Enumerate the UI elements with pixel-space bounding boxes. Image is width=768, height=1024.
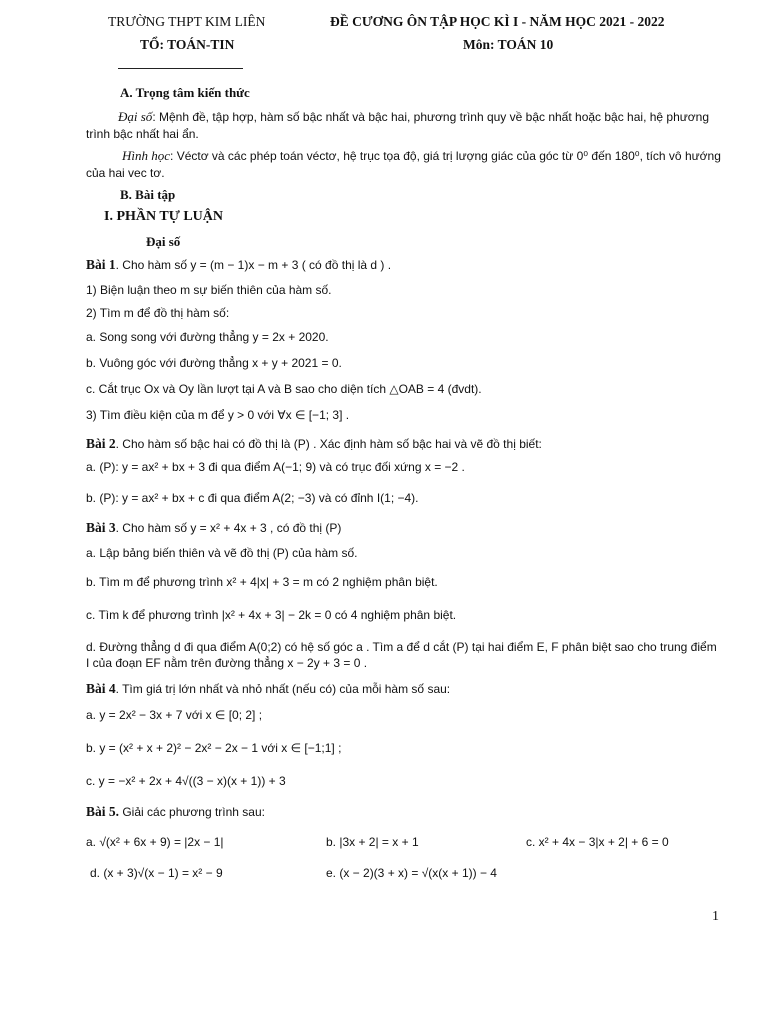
- exercise-3-b: b. Tìm m để phương trình x² + 4|x| + 3 = m có 2 nghiệm phân biệt.: [86, 575, 438, 589]
- exercise-5-b: b. |3x + 2| = x + 1: [326, 835, 419, 849]
- algebra-label: Đại số: [118, 109, 153, 124]
- geometry-label: Hình học: [122, 148, 171, 163]
- exercise-2-text: . Cho hàm số bậc hai có đồ thị là (P) . Xác định hàm số bậc hai và vẽ đồ thị biết:: [115, 437, 542, 451]
- part-1-heading: I. PHẦN TỰ LUẬN: [104, 209, 224, 224]
- exercise-5-e: e. (x − 2)(3 + x) = √(x(x + 1)) − 4: [326, 866, 497, 880]
- exercise-3-d: d. Đường thẳng d đi qua điểm A(0;2) có hệ số góc a . Tìm a để d cắt (P) tại hai điểm E, F phân biệt sao cho trung điểm I của đoạn EF nằm trên đường thẳng x − 2y + 3 = 0 .: [86, 640, 717, 670]
- exercise-5-label: Bài 5.: [86, 804, 120, 819]
- exercise-3-a: a. Lập bảng biến thiên và vẽ đồ thị (P) của hàm số.: [86, 546, 358, 560]
- exercise-2-intro: [86, 436, 542, 452]
- department-name: TỔ: TOÁN-TIN: [140, 37, 235, 52]
- school-name: TRƯỜNG THPT KIM LIÊN: [108, 14, 266, 29]
- exercise-1-intro: [86, 257, 391, 273]
- exercise-4-c: c. y = −x² + 2x + 4√((3 − x)(x + 1)) + 3: [86, 774, 286, 788]
- exercise-4-a: a. y = 2x² − 3x + 7 với x ∈ [0; 2] ;: [86, 708, 263, 722]
- exercise-3-c: c. Tìm k để phương trình |x² + 4x + 3| − 2k = 0 có 4 nghiệm phân biệt.: [86, 608, 457, 622]
- section-b-heading: B. Bài tập: [120, 187, 176, 202]
- exercise-1-label: Bài 1: [86, 257, 116, 272]
- algebra-text: : Mệnh đề, tập hợp, hàm số bậc nhất và bậc hai, phương trình quy về bậc nhất hoặc bậc hai, hệ phương trình bậc nhất hai ẩn.: [86, 110, 710, 141]
- exercise-1-q2a: a. Song song với đường thẳng y = 2x + 2020.: [86, 330, 329, 344]
- document-title: ĐỀ CƯƠNG ÔN TẬP HỌC KÌ I - NĂM HỌC 2021 - 2022: [330, 14, 665, 29]
- exercise-2-label: Bài 2: [86, 436, 116, 451]
- section-a-heading: A. Trọng tâm kiến thức: [120, 85, 250, 100]
- exercise-2-b: b. (P): y = ax² + bx + c đi qua điểm A(2; −3) và có đỉnh I(1; −4).: [86, 491, 419, 505]
- exercise-4-intro: [86, 681, 450, 697]
- exercise-1-q2c: c. Cắt trục Ox và Oy lần lượt tại A và B sao cho diện tích △OAB = 4 (đvdt).: [86, 382, 482, 396]
- algebra-focus-paragraph: [86, 108, 722, 143]
- geometry-focus-paragraph: [86, 147, 722, 182]
- exercise-4-label: Bài 4: [86, 681, 116, 696]
- page-number: 1: [712, 909, 719, 924]
- exercise-2-a: a. (P): y = ax² + bx + 3 đi qua điểm A(−1; 9) và có trục đối xứng x = −2 .: [86, 460, 465, 474]
- exercise-1-text: . Cho hàm số y = (m − 1)x − m + 3 ( có đồ thị là d ) .: [115, 258, 392, 272]
- header-underline: [118, 68, 243, 69]
- exercise-5-d: d. (x + 3)√(x − 1) = x² − 9: [90, 866, 223, 880]
- exercise-5-c: c. x² + 4x − 3|x + 2| + 6 = 0: [526, 835, 669, 849]
- exercise-5-a: a. √(x² + 6x + 9) = |2x − 1|: [86, 835, 224, 849]
- geometry-text: : Véctơ và các phép toán véctơ, hệ trục tọa độ, giá trị lượng giác của góc từ 0⁰ đến 180⁰, tích vô hướng của hai vec tơ.: [86, 149, 721, 180]
- exercise-1-q2b: b. Vuông góc với đường thẳng x + y + 2021 = 0.: [86, 356, 342, 370]
- exercise-3-intro: [86, 520, 341, 536]
- exercise-4-text: . Tìm giá trị lớn nhất và nhỏ nhất (nếu có) của mỗi hàm số sau:: [115, 682, 451, 696]
- exercise-1-q2: 2) Tìm m để đồ thị hàm số:: [86, 306, 230, 320]
- exercise-3-label: Bài 3: [86, 520, 116, 535]
- algebra-subheading: Đại số: [146, 234, 181, 249]
- exercise-1-q1: 1) Biện luận theo m sự biến thiên của hàm số.: [86, 283, 332, 297]
- exercise-5-intro: [86, 804, 265, 820]
- exercise-3-text: . Cho hàm số y = x² + 4x + 3 , có đồ thị (P): [115, 521, 342, 535]
- subject-label: Môn: TOÁN 10: [463, 37, 554, 52]
- exercise-4-b: b. y = (x² + x + 2)² − 2x² − 2x − 1 với x ∈ [−1;1] ;: [86, 741, 342, 755]
- exercise-5-text: Giải các phương trình sau:: [119, 805, 265, 819]
- exercise-1-q3: 3) Tìm điều kiện của m để y > 0 với ∀x ∈ [−1; 3] .: [86, 408, 350, 422]
